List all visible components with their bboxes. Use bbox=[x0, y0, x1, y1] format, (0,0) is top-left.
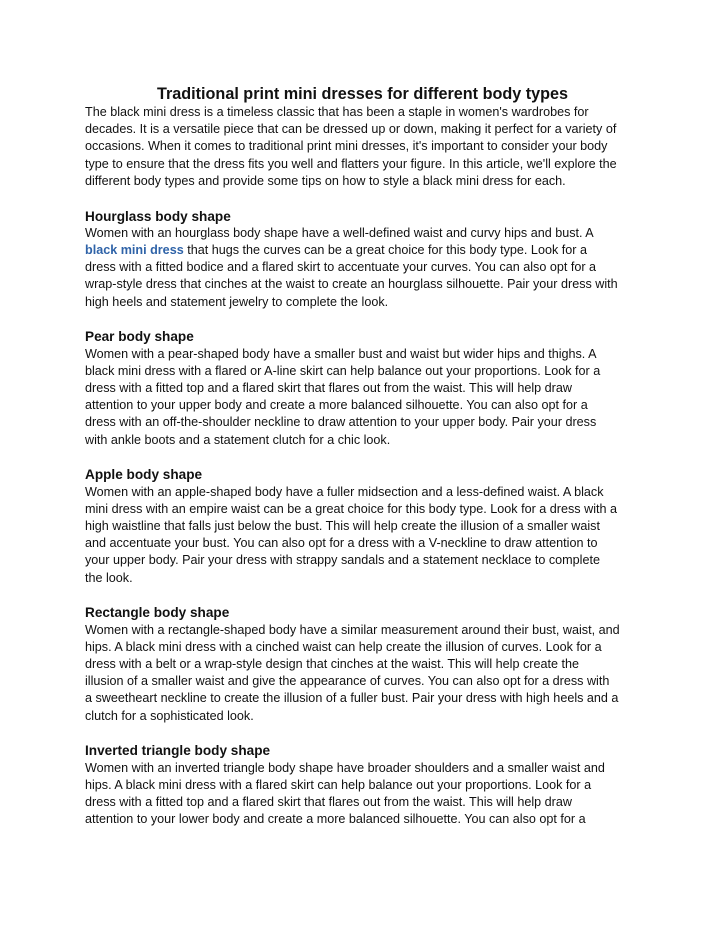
paragraph-line: Women with a pear-shaped body have a smaller bust and waist but wider hips and thighs. A bbox=[85, 346, 597, 361]
paragraph-line: attention to your upper body and create a more balanced silhouette. You can also opt for a bbox=[85, 398, 588, 413]
intro-paragraph bbox=[85, 104, 640, 190]
section-hourglass bbox=[85, 208, 640, 311]
intro-line: The black mini dress is a timeless classic that has been a staple in women's wardrobes for bbox=[85, 105, 589, 119]
paragraph-line: hips. A black mini dress with a cinched waist can help create the illusion of curves. Look for a bbox=[85, 639, 602, 654]
paragraph-line: black mini dress with a flared or A-line skirt can help balance out your proportions. Look for a bbox=[85, 363, 601, 378]
paragraph-line: Women with an inverted triangle body shape have broader shoulders and a smaller waist and bbox=[85, 760, 605, 775]
paragraph-line: Women with an hourglass body shape have a well-defined waist and curvy hips and bust. A bbox=[85, 225, 594, 240]
paragraph-line: dress with an off-the-shoulder neckline to draw attention to your upper body. Pair your dress bbox=[85, 415, 597, 430]
document-title: Traditional print mini dresses for different body types bbox=[156, 85, 569, 103]
document-page bbox=[85, 84, 640, 828]
section-paragraph bbox=[85, 622, 640, 725]
section-heading: Pear body shape bbox=[85, 329, 194, 345]
section-paragraph bbox=[85, 760, 640, 829]
paragraph-line: a sweetheart neckline to create the illusion of a fuller bust. Pair your dress with high heels and a bbox=[85, 691, 619, 706]
paragraph-line: hips. A black mini dress with a flared skirt can help balance out your proportions. Look for a bbox=[85, 777, 592, 792]
section-apple bbox=[85, 466, 640, 586]
section-heading: Apple body shape bbox=[85, 467, 203, 483]
paragraph-line-with-link bbox=[85, 242, 640, 259]
paragraph-line: high waistline that falls just below the bust. This will help create the illusion of a smaller waist bbox=[85, 519, 600, 534]
paragraph-line: wrap-style dress that cinches at the waist to create an hourglass silhouette. Pair your dress with bbox=[85, 277, 618, 292]
paragraph-line: the look. bbox=[85, 570, 133, 585]
paragraph-line: mini dress with an empire waist can be a great choice for this body type. Look for a dress with a bbox=[85, 501, 617, 516]
section-paragraph bbox=[85, 225, 640, 311]
paragraph-line: Women with an apple-shaped body have a fuller midsection and a less-defined waist. A black bbox=[85, 484, 604, 499]
paragraph-line: illusion of a smaller waist and give the appearance of curves. You can also opt for a dress with bbox=[85, 674, 610, 689]
intro-line: occasions. When it comes to traditional print mini dresses, it's important to consider your body bbox=[85, 139, 608, 154]
paragraph-line: and accentuate your bust. You can also opt for a dress with a V-neckline to draw attention to bbox=[85, 536, 598, 551]
section-rectangle bbox=[85, 604, 640, 724]
paragraph-line: with ankle boots and a statement clutch for a chic look. bbox=[85, 432, 391, 447]
section-paragraph bbox=[85, 484, 640, 587]
paragraph-line: clutch for a sophisticated look. bbox=[85, 708, 254, 723]
paragraph-line: dress with a fitted top and a flared skirt that flares out from the waist. This will help draw bbox=[85, 381, 572, 396]
intro-line: decades. It is a versatile piece that can be dressed up or down, making it perfect for a variety of bbox=[85, 122, 617, 137]
intro-line: type to ensure that the dress fits you well and flatters your figure. In this article, we'll explore the bbox=[85, 156, 617, 171]
section-heading: Inverted triangle body shape bbox=[85, 743, 271, 759]
paragraph-line: high heels and statement jewelry to complete the look. bbox=[85, 294, 389, 309]
section-pear bbox=[85, 328, 640, 448]
paragraph-line: attention to your lower body and create a more balanced silhouette. You can also opt for a bbox=[85, 812, 586, 827]
paragraph-line: dress with a fitted bodice and a flared skirt to accentuate your curves. You can also opt for a bbox=[85, 260, 597, 275]
section-inverted-triangle bbox=[85, 742, 640, 828]
section-paragraph bbox=[85, 346, 640, 449]
black-mini-dress-link[interactable]: black mini dress bbox=[85, 243, 184, 258]
paragraph-line: your upper body. Pair your dress with strappy sandals and a statement necklace to complete bbox=[85, 553, 600, 568]
intro-line: different body types and provide some tips on how to style a black mini dress for each. bbox=[85, 173, 566, 188]
paragraph-line-text: that hugs the curves can be a great choice for this body type. Look for a bbox=[183, 243, 587, 258]
section-heading: Hourglass body shape bbox=[85, 208, 231, 224]
paragraph-line: Women with a rectangle-shaped body have a similar measurement around their bust, waist, and bbox=[85, 622, 620, 637]
paragraph-line: dress with a belt or a wrap-style design that cinches at the waist. This will help create the bbox=[85, 657, 579, 672]
paragraph-line: dress with a fitted top and a flared skirt that flares out from the waist. This will help draw bbox=[85, 795, 572, 810]
section-heading: Rectangle body shape bbox=[85, 605, 230, 621]
